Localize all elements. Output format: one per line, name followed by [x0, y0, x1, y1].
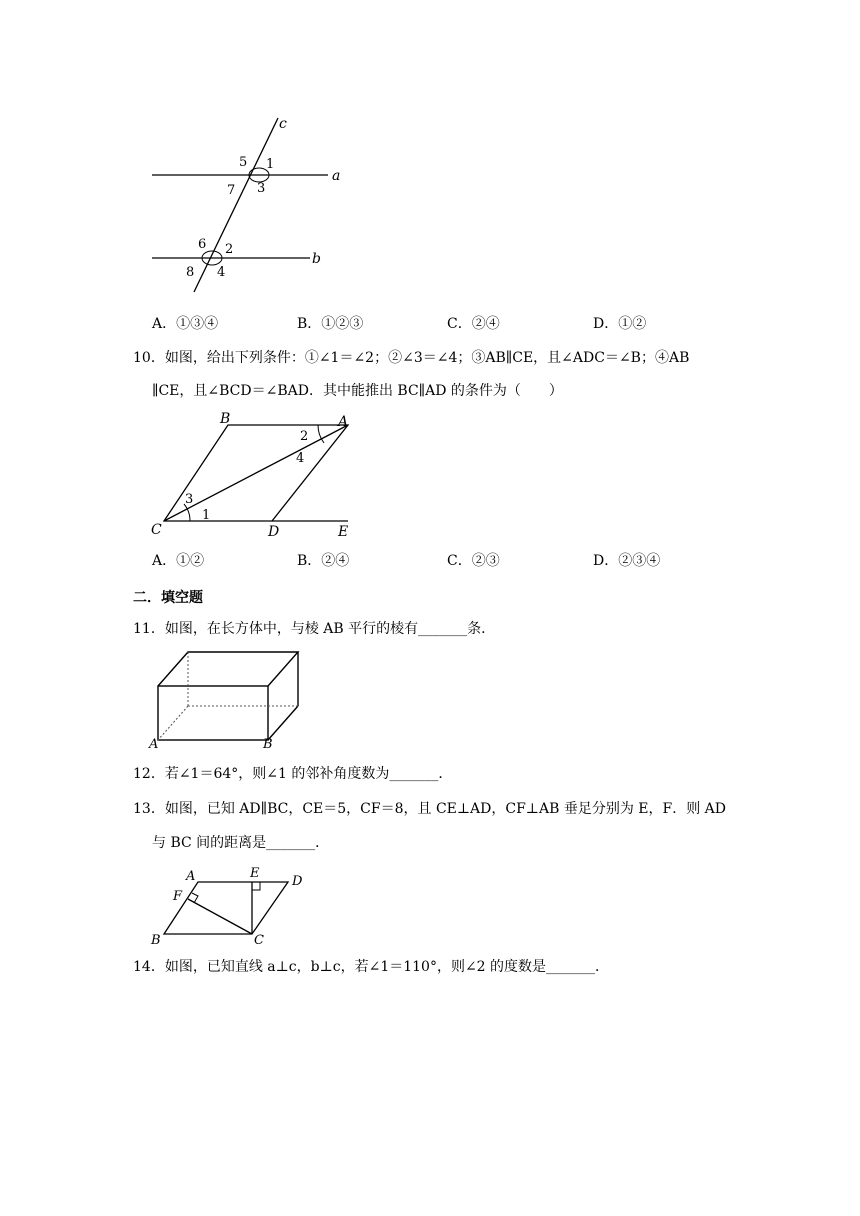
option-text: ①②: [618, 316, 647, 332]
q9-option-b[interactable]: B．①②③: [297, 316, 364, 332]
option-text: ①②③: [321, 316, 364, 332]
label-F: F: [173, 889, 183, 904]
option-text: ①②: [176, 553, 205, 569]
q13-stem-line1: 13．如图，已知 AD∥BC，CE＝5，CF＝8，且 CE⊥AD，CF⊥AB 垂足分别为 E，F．则 AD: [133, 801, 726, 817]
option-text: ②④: [471, 316, 500, 332]
label-B: B: [151, 933, 161, 946]
front-face: [158, 686, 268, 740]
q12-stem: 12．若∠1＝64°，则∠1 的邻补角度数为_______．: [133, 766, 453, 782]
label-5: 5: [239, 155, 248, 170]
q10-option-d[interactable]: D．②③④: [593, 553, 661, 569]
label-b: b: [312, 251, 321, 267]
q9-option-a[interactable]: A．①③④: [152, 316, 219, 332]
line-c: [194, 118, 278, 292]
right-angle-mark-e: [252, 882, 260, 890]
top-back-edges: [158, 652, 298, 686]
q13-stem-line2: 与 BC 间的距离是_______．: [152, 835, 330, 851]
q9-figure: [148, 112, 348, 298]
q14-stem: 14．如图，已知直线 a⊥c，b⊥c，若∠1＝110°，则∠2 的度数是_______．: [133, 959, 610, 975]
q10-stem-line1: 10．如图，给出下列条件：①∠1＝∠2；②∠3＝∠4；③AB∥CE，且∠ADC＝∠B；④AB: [133, 350, 690, 366]
label-3: 3: [257, 181, 266, 196]
q10-option-c[interactable]: C．②③: [447, 553, 500, 569]
q10-figure: [148, 410, 358, 540]
label-D: D: [268, 524, 280, 540]
label-1: 1: [202, 508, 211, 523]
label-C: C: [254, 933, 264, 946]
q11-figure: [148, 648, 308, 750]
label-4: 4: [296, 451, 305, 466]
label-E: E: [250, 866, 260, 881]
label-E: E: [338, 524, 349, 540]
label-6: 6: [198, 237, 207, 252]
label-c: c: [279, 116, 287, 132]
label-D: D: [292, 874, 303, 889]
label-3: 3: [185, 492, 194, 507]
label-2: 2: [225, 242, 234, 257]
label-A: A: [149, 737, 159, 750]
option-text: ②③: [471, 553, 500, 569]
label-7: 7: [227, 183, 236, 198]
right-bottom-edge: [268, 706, 298, 740]
label-A: A: [186, 869, 196, 884]
label-A: A: [338, 414, 349, 430]
label-B: B: [220, 411, 231, 427]
label-4: 4: [217, 265, 226, 280]
label-C: C: [151, 522, 162, 538]
q11-stem: 11．如图，在长方体中，与棱 AB 平行的棱有_______条．: [133, 621, 496, 637]
hidden-edge-diagonal: [158, 706, 188, 740]
q9-option-c[interactable]: C．②④: [447, 316, 500, 332]
label-8: 8: [186, 265, 195, 280]
option-text: ②④: [321, 553, 350, 569]
q13-figure: [148, 862, 312, 946]
parallelogram-abcd: [164, 882, 288, 934]
label-a: a: [332, 168, 341, 184]
label-1: 1: [266, 157, 275, 172]
label-2: 2: [300, 429, 309, 444]
q9-option-d[interactable]: D．①②: [593, 316, 647, 332]
q10-option-b[interactable]: B．②④: [297, 553, 350, 569]
option-text: ①③④: [176, 316, 219, 332]
segment-cf: [188, 899, 252, 934]
section-title: 二．填空题: [133, 590, 203, 606]
q10-option-a[interactable]: A．①②: [152, 553, 205, 569]
option-text: ②③④: [618, 553, 661, 569]
label-B: B: [263, 737, 273, 750]
q10-stem-line2: ∥CE，且∠BCD＝∠BAD．其中能推出 BC∥AD 的条件为（ ）: [152, 383, 563, 399]
